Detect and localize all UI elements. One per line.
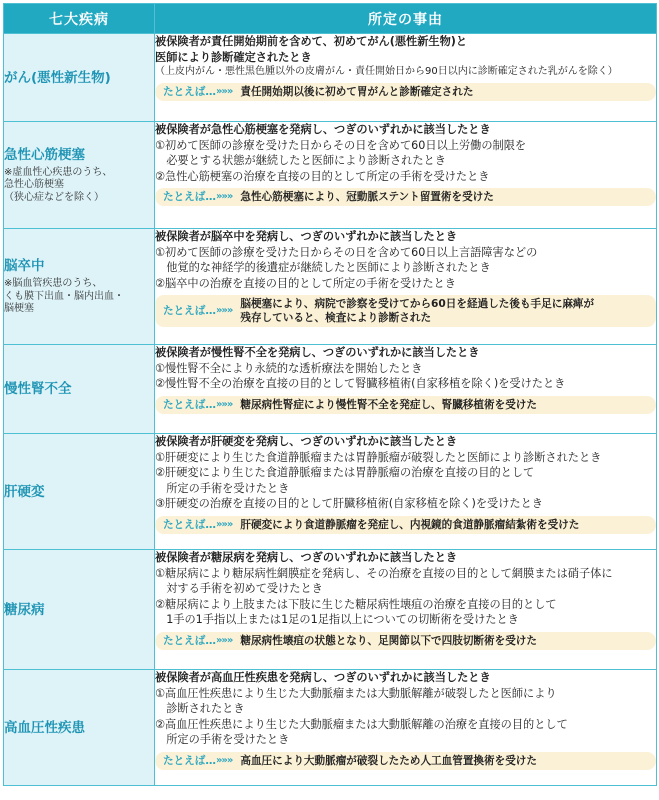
table-row — [4, 550, 657, 670]
example-text: 糖尿病性腎症により慢性腎不全を発症し、腎臓移植術を受けた — [240, 398, 537, 411]
disease-name: 慢性腎不全 — [4, 381, 72, 397]
table-row — [4, 229, 657, 345]
example-arrow-icon: »»» — [215, 398, 233, 410]
reason-item: ②糖尿病により上肢または下肢に生じた糖尿病性壊疽の治療を直接の目的として 1手の1手指以上または1足の1足指以上についての切断術を受けたとき — [155, 597, 557, 627]
disease-name: 急性心筋梗塞 — [4, 146, 85, 163]
example-box — [155, 396, 656, 414]
disease-cell — [4, 670, 155, 786]
example-text: 急性心筋梗塞により、冠動脈ステント留置術を受けた — [240, 191, 494, 204]
example-text: 糖尿病性壊疽の状態となり、足関節以下で四肢切断術を受けた — [240, 634, 537, 647]
disease-name: 脳卒中 — [4, 258, 45, 275]
table-row — [4, 670, 657, 786]
disease-note: ※脳血管疾患のうち、 くも膜下出血・脳内出血・ 脳梗塞 — [4, 278, 124, 315]
reason-intro: 被保険者が急性心筋梗塞を発病し、つぎのいずれかに該当したとき — [155, 123, 491, 136]
example-box — [155, 295, 656, 327]
example-label: たとえば… — [163, 634, 216, 647]
disease-name: がん(悪性新生物) — [4, 69, 111, 86]
reason-intro: 被保険者が高血圧性疾患を発病し、つぎのいずれかに該当したとき — [155, 671, 491, 684]
example-box — [155, 516, 656, 534]
disease-cell — [4, 229, 155, 345]
reason-item: ①糖尿病により糖尿病性網膜症を発病し、その治療を直接の目的として網膜または硝子体に 対する手術を初めて受けたとき — [155, 566, 613, 596]
reason-cell — [155, 122, 657, 229]
reason-cell — [155, 34, 657, 122]
example-arrow-icon: »»» — [215, 634, 233, 646]
reason-cell — [155, 434, 657, 550]
disease-note: ※虚血性心疾患のうち、 急性心筋梗塞 （狭心症などを除く） — [4, 166, 113, 203]
table-row — [4, 345, 657, 434]
reason-item: ②肝硬変により生じた食道静脈瘤または胃静脈瘤の治療を直接の目的として 所定の手術を受けたとき — [155, 466, 535, 495]
example-label: たとえば… — [163, 398, 216, 411]
reason-sub-note: （上皮内がん・悪性黒色腫以外の皮膚がん・責任開始日から90日以内に診断確定された乳がんを除く） — [155, 66, 618, 78]
reason-intro: 被保険者が脳卒中を発病し、つぎのいずれかに該当したとき — [155, 230, 458, 243]
reason-item: ③肝硬変の治療を直接の目的として肝臓移植術(自家移植を除く)を受けたとき — [155, 497, 543, 511]
reason-item: ①肝硬変により生じた食道静脈瘤または胃静脈瘤が破裂したと医師により診断されたとき — [155, 450, 602, 464]
example-text: 肝硬変により食道静脈瘤を発症し、内視鏡的食道静脈瘤結紮術を受けた — [240, 518, 580, 531]
table-row — [4, 122, 657, 229]
disease-cell — [4, 550, 155, 670]
table-row — [4, 434, 657, 550]
disease-name: 高血圧性疾患 — [4, 719, 85, 736]
reason-cell — [155, 670, 657, 786]
example-arrow-icon: »»» — [215, 191, 233, 203]
reason-intro: 被保険者が責任開始期前を含めて、初めてがん(悪性新生物)と 医師により診断確定されたとき — [155, 35, 468, 64]
example-arrow-icon: »»» — [215, 754, 233, 766]
header-reason: 所定の事由 — [155, 4, 657, 34]
reason-item: ①初めて医師の診療を受けた日からその日を含めて60日以上言語障害などの 他覚的な神経学的後遺症が継続したと医師により診断されたとき — [155, 245, 538, 275]
example-arrow-icon: »»» — [215, 86, 233, 98]
example-box — [155, 752, 656, 770]
reason-cell — [155, 229, 657, 345]
example-label: たとえば… — [163, 305, 216, 318]
disease-cell — [4, 122, 155, 229]
example-box — [155, 83, 656, 101]
example-arrow-icon: »»» — [215, 518, 233, 530]
example-arrow-icon: »»» — [215, 305, 233, 317]
reason-intro: 被保険者が慢性腎不全を発病し、つぎのいずれかに該当したとき — [155, 346, 480, 359]
reason-item: ②脳卒中の治療を直接の目的として所定の手術を受けたとき — [155, 276, 456, 290]
table-row — [4, 34, 657, 122]
example-label: たとえば… — [163, 754, 216, 767]
disease-cell — [4, 434, 155, 550]
example-text: 高血圧により大動脈瘤が破裂したため人工血管置換術を受けた — [240, 754, 537, 767]
reason-intro: 被保険者が糖尿病を発病し、つぎのいずれかに該当したとき — [155, 551, 458, 564]
table-header-row — [4, 4, 657, 34]
example-text: 脳梗塞により、病院で診察を受けてから60日を経過した後も手足に麻痺が 残存していると、検査により診断された — [240, 298, 595, 325]
reason-item: ②慢性腎不全の治療を直接の目的として腎臓移植術(自家移植を除く)を受けたとき — [155, 377, 566, 391]
disease-cell — [4, 34, 155, 122]
reason-intro: 被保険者が肝硬変を発病し、つぎのいずれかに該当したとき — [155, 435, 458, 448]
example-label: たとえば… — [163, 86, 216, 99]
example-box — [155, 188, 656, 206]
reason-cell — [155, 345, 657, 434]
seven-diseases-table — [3, 3, 657, 786]
reason-item: ②急性心筋梗塞の治療を直接の目的として所定の手術を受けたとき — [155, 169, 490, 183]
header-disease: 七大疾病 — [4, 4, 155, 34]
reason-cell — [155, 550, 657, 670]
disease-name: 糖尿病 — [4, 601, 45, 618]
example-text: 責任開始期以後に初めて胃がんと診断確定された — [240, 86, 474, 99]
reason-item: ①高血圧性疾患により生じた大動脈瘤または大動脈解離が破裂したと医師により 診断されたとき — [155, 686, 557, 716]
disease-name: 肝硬変 — [4, 483, 45, 500]
reason-item: ①慢性腎不全により永続的な透析療法を開始したとき — [155, 361, 423, 375]
example-label: たとえば… — [163, 191, 216, 204]
example-label: たとえば… — [163, 518, 216, 531]
reason-item: ①初めて医師の診療を受けた日からその日を含めて60日以上労働の制限を 必要とする状態が継続したと医師により診断されたとき — [155, 138, 527, 168]
disease-cell — [4, 345, 155, 434]
example-box — [155, 632, 656, 650]
reason-item: ②高血圧性疾患により生じた大動脈瘤または大動脈解離の治療を直接の目的として 所定の手術を受けたとき — [155, 717, 568, 747]
